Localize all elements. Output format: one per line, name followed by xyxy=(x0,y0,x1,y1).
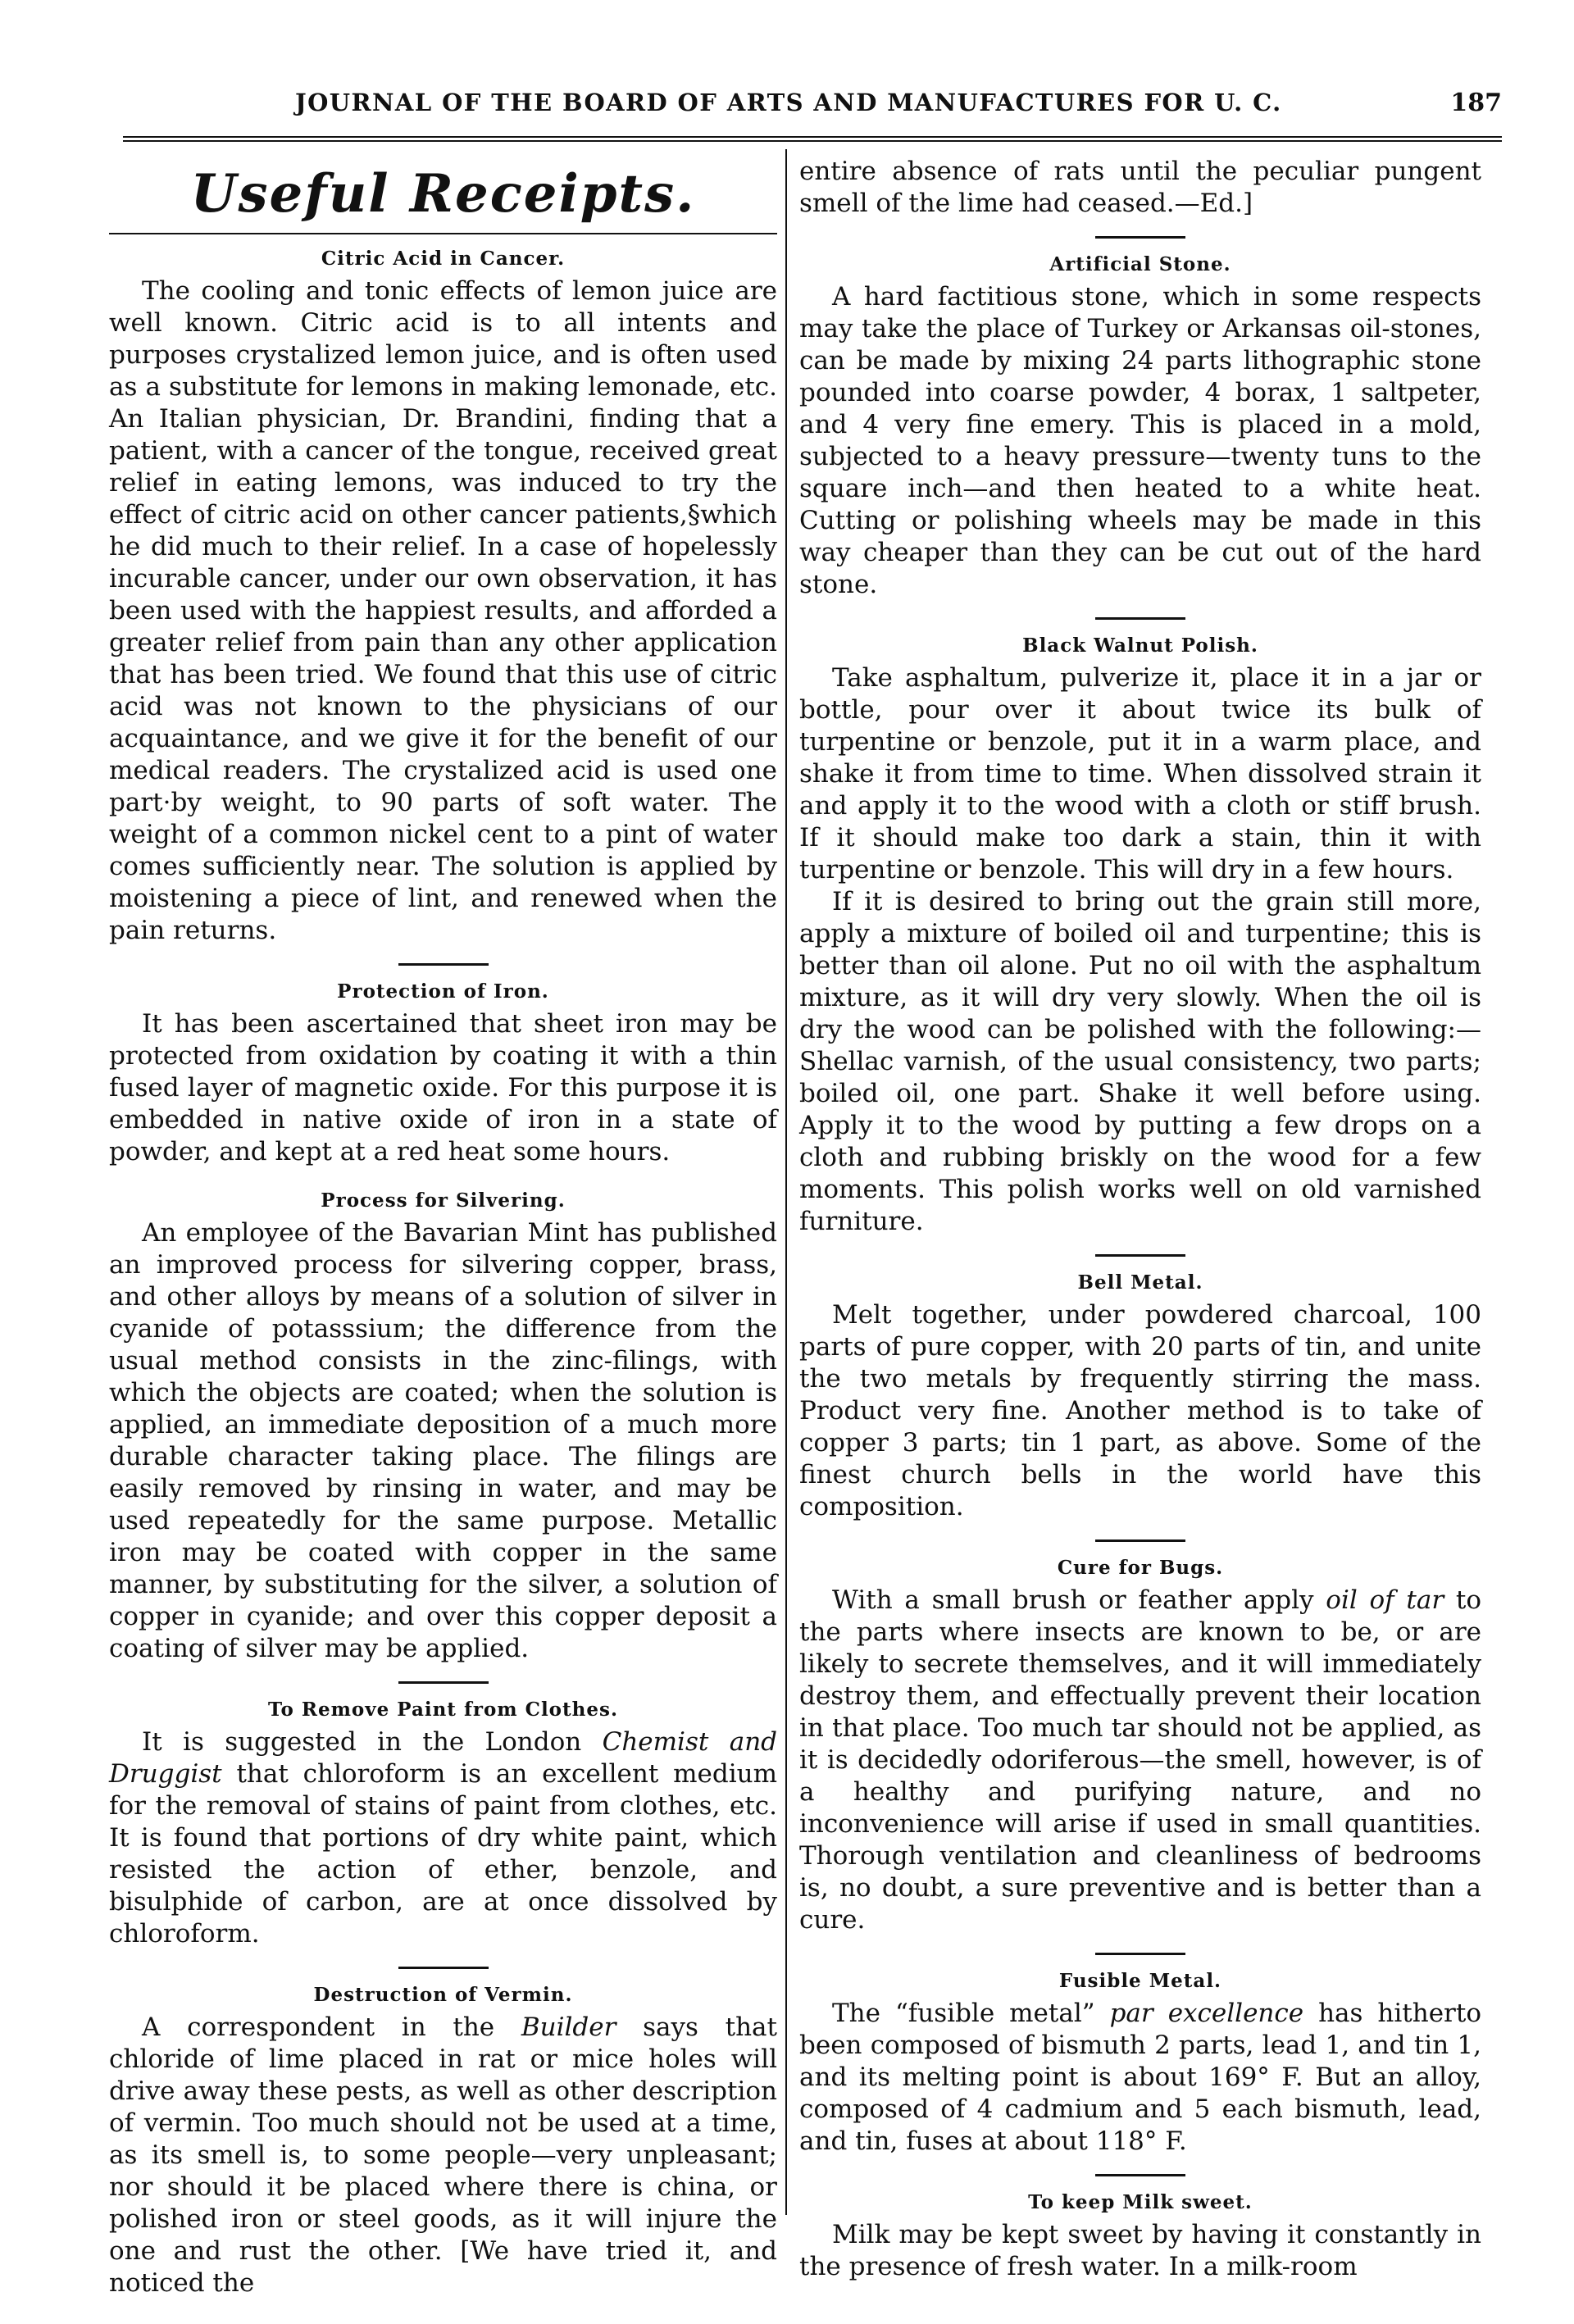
article-walnut-polish: Take asphaltum, pulverize it, place it in a jar or bottle, pour over it about twice its bulk of turpentine or benzole, put it in a warm place, and shake it from time to time. When dissolved strain it and apply it to the wood with a cloth or stiff brush. If it should make too dark a stain, thin it with turpentine or benzole. This will dry in a few hours. xyxy=(799,663,1481,885)
italic-title: Builder xyxy=(521,2012,616,2042)
article-citric-acid: The cooling and tonic effects of lemon juice are well known. Citric acid is to all intents and purposes crystalized lemon juice, and is often used as a substitute for lemons in making lemonade, etc. An Italian physician, Dr. Brandini, finding that a patient, with a cancer of the tongue, received great relief in eating lemons, was induced to try the effect of citric acid on other cancer patients,§which he did much to their relief. In a case of hopelessly incurable cancer, under our own observation, it has been used with the happiest results, and afforded a greater relief from pain than any other application that has been tried. We found that this use of citric acid was not known to the physicians of our acquaintance, and we give it for the benefit of our medical readers. The crystalized acid is used one part·by weight, to 90 parts of soft water. The weight of a common nickel cent to a pint of water comes sufficiently near. The solution is applied by moistening a piece of lint, and renewed when the pain returns. xyxy=(109,276,777,945)
section-banner: Useful Receipts. xyxy=(190,163,696,225)
running-header xyxy=(123,85,1502,131)
article-protection-iron: It has been ascertained that sheet iron may be protected from oxidation by coating it with a thin fused layer of magnetic oxide. For this purpose it is embedded in native oxide of iron in a state of powder, and kept at a red heat some hours. xyxy=(109,1009,777,1167)
article-divider xyxy=(398,1681,489,1684)
text-run: has hitherto been composed of bismuth 2 parts, lead 1, and tin 1, and its melting point is about 169° F. But an alloy, composed of 4 cadmium and 5 each bismuth, lead, and tin, fuses at about 118° F. xyxy=(799,1999,1481,2156)
article-artificial-stone: A hard factitious stone, which in some respects may take the place of Turkey or Arkansas oil-stones, can be made by mixing 24 parts lithographic stone pounded into coarse powder, 4 borax, 1 saltpeter, and 4 very fine emery. This is placed in a mold, subjected to a heavy pressure—twenty tuns to the square inch—and then heated to a white heat. Cutting or polishing wheels may be made in this way cheaper than they can be cut out of the hard stone. xyxy=(799,282,1481,599)
article-silvering: An employee of the Bavarian Mint has published an improved process for silvering copper, brass, and other alloys by means of a solution of silver in cyanide of potasssium; the difference from the usual method consists in the zinc-filings, with which the objects are coated; when the solution is applied, an immediate deposition of a much more durable character taking place. The filings are easily removed by rinsing in water, and may be used repeatedly for the same purpose. Metallic iron may be coated with copper in the same manner, by substituting for the silver, a solution of copper in cyanide; and over this copper deposit a coating of silver may be applied. xyxy=(109,1218,777,1663)
column-divider xyxy=(785,149,787,2215)
banner-rule xyxy=(109,233,777,234)
article-divider xyxy=(398,1967,489,1969)
article-vermin-continued: entire absence of rats until the peculiar pungent smell of the lime had ceased.—Ed.] xyxy=(799,157,1481,218)
text-run: A correspondent in the xyxy=(142,2012,521,2042)
heading-bell-metal: Bell Metal. xyxy=(1077,1271,1203,1294)
text-run: With a small brush or feather apply xyxy=(832,1585,1326,1615)
article-milk-sweet: Milk may be kept sweet by having it constantly in the presence of fresh water. In a milk-room xyxy=(799,2220,1481,2281)
article-bell-metal: Melt together, under powdered charcoal, 100 parts of pure copper, with 20 parts of tin, and unite the two metals by frequently stirring the mass. Product very fine. Another method is to take of copper 3 parts; tin 1 part, as above. Some of the finest church bells in the world have this composition. xyxy=(799,1300,1481,1521)
text-run: that chloroform is an excellent medium for the removal of stains of paint from clothes, etc. It is found that portions of dry white paint, which resisted the action of ether, benzole, and bisulphide of carbon, are at once dissolved by chloroform. xyxy=(109,1759,777,1949)
article-divider xyxy=(398,963,489,966)
article-vermin xyxy=(109,2012,777,2299)
heading-protection-iron: Protection of Iron. xyxy=(337,980,549,1003)
right-column xyxy=(799,156,1481,2283)
heading-milk-sweet: To keep Milk sweet. xyxy=(1028,2191,1253,2213)
italic-title: Chemist and Druggist xyxy=(109,1727,778,1789)
article-divider xyxy=(1095,1953,1185,1955)
heading-artificial-stone: Artificial Stone. xyxy=(1049,253,1231,275)
heading-vermin: Destruction of Vermin. xyxy=(313,1984,573,2006)
text-run: says that chloride of lime placed in rat or mice holes will drive away these pests, as well as other description of vermin. Too much should not be used at a time, as its smell is, to some people—very unpleasant; nor should it be placed where there is china, or polished iron or steel goods, as it will injure the one and rust the other. [We have tried it, and noticed the xyxy=(109,2012,777,2298)
text-run: The “fusible metal” xyxy=(832,1999,1110,2028)
article-divider xyxy=(1095,1539,1185,1542)
italic-term: oil of tar xyxy=(1326,1585,1444,1615)
article-walnut-polish-2: If it is desired to bring out the grain still more, apply a mixture of boiled oil and turpentine; this is better than oil alone. Put no oil with the asphaltum mixture, as it will dry very slowly. When the oil is dry the wood can be polished with the following:—Shellac varnish, of the usual consistency, two parts; boiled oil, one part. Shake it well before using. Apply it to the wood by putting a few drops on a cloth and rubbing briskly on the wood for a few moments. This polish works well on old varnished furniture. xyxy=(799,887,1481,1236)
article-divider xyxy=(1095,1254,1185,1257)
article-cure-bugs xyxy=(799,1585,1481,1936)
header-rule xyxy=(123,136,1502,142)
article-divider xyxy=(1095,2174,1185,2176)
text-run: to the parts where insects are known to be, or are likely to secrete themselves, and it will immediately destroy them, and effectually prevent their location in that place. Too much tar should not be applied, as it is decidedly odoriferous—the smell, however, is of a healthy and purifying nature, and no inconvenience will arise if used in small quantities. Thorough ventilation and cleanliness of bedrooms is, no doubt, a sure preventive and is better than a cure. xyxy=(799,1585,1481,1935)
article-remove-paint xyxy=(109,1726,777,1950)
heading-cure-bugs: Cure for Bugs. xyxy=(1057,1557,1224,1579)
article-divider xyxy=(1095,617,1185,620)
article-fusible-metal xyxy=(799,1998,1481,2158)
heading-walnut-polish: Black Walnut Polish. xyxy=(1022,634,1258,657)
text-run: It is suggested in the London xyxy=(142,1727,603,1757)
heading-fusible-metal: Fusible Metal. xyxy=(1058,1970,1222,1992)
page-number: 187 xyxy=(1450,89,1502,117)
heading-citric-acid: Citric Acid in Cancer. xyxy=(321,248,566,270)
journal-title: JOURNAL OF THE BOARD OF ARTS AND MANUFACTURES FOR U. C. xyxy=(295,89,1282,116)
italic-term: par excellence xyxy=(1109,1999,1304,2028)
article-divider xyxy=(1095,236,1185,239)
heading-silvering: Process for Silvering. xyxy=(321,1189,566,1212)
left-column xyxy=(109,156,777,2299)
heading-remove-paint: To Remove Paint from Clothes. xyxy=(268,1699,618,1721)
